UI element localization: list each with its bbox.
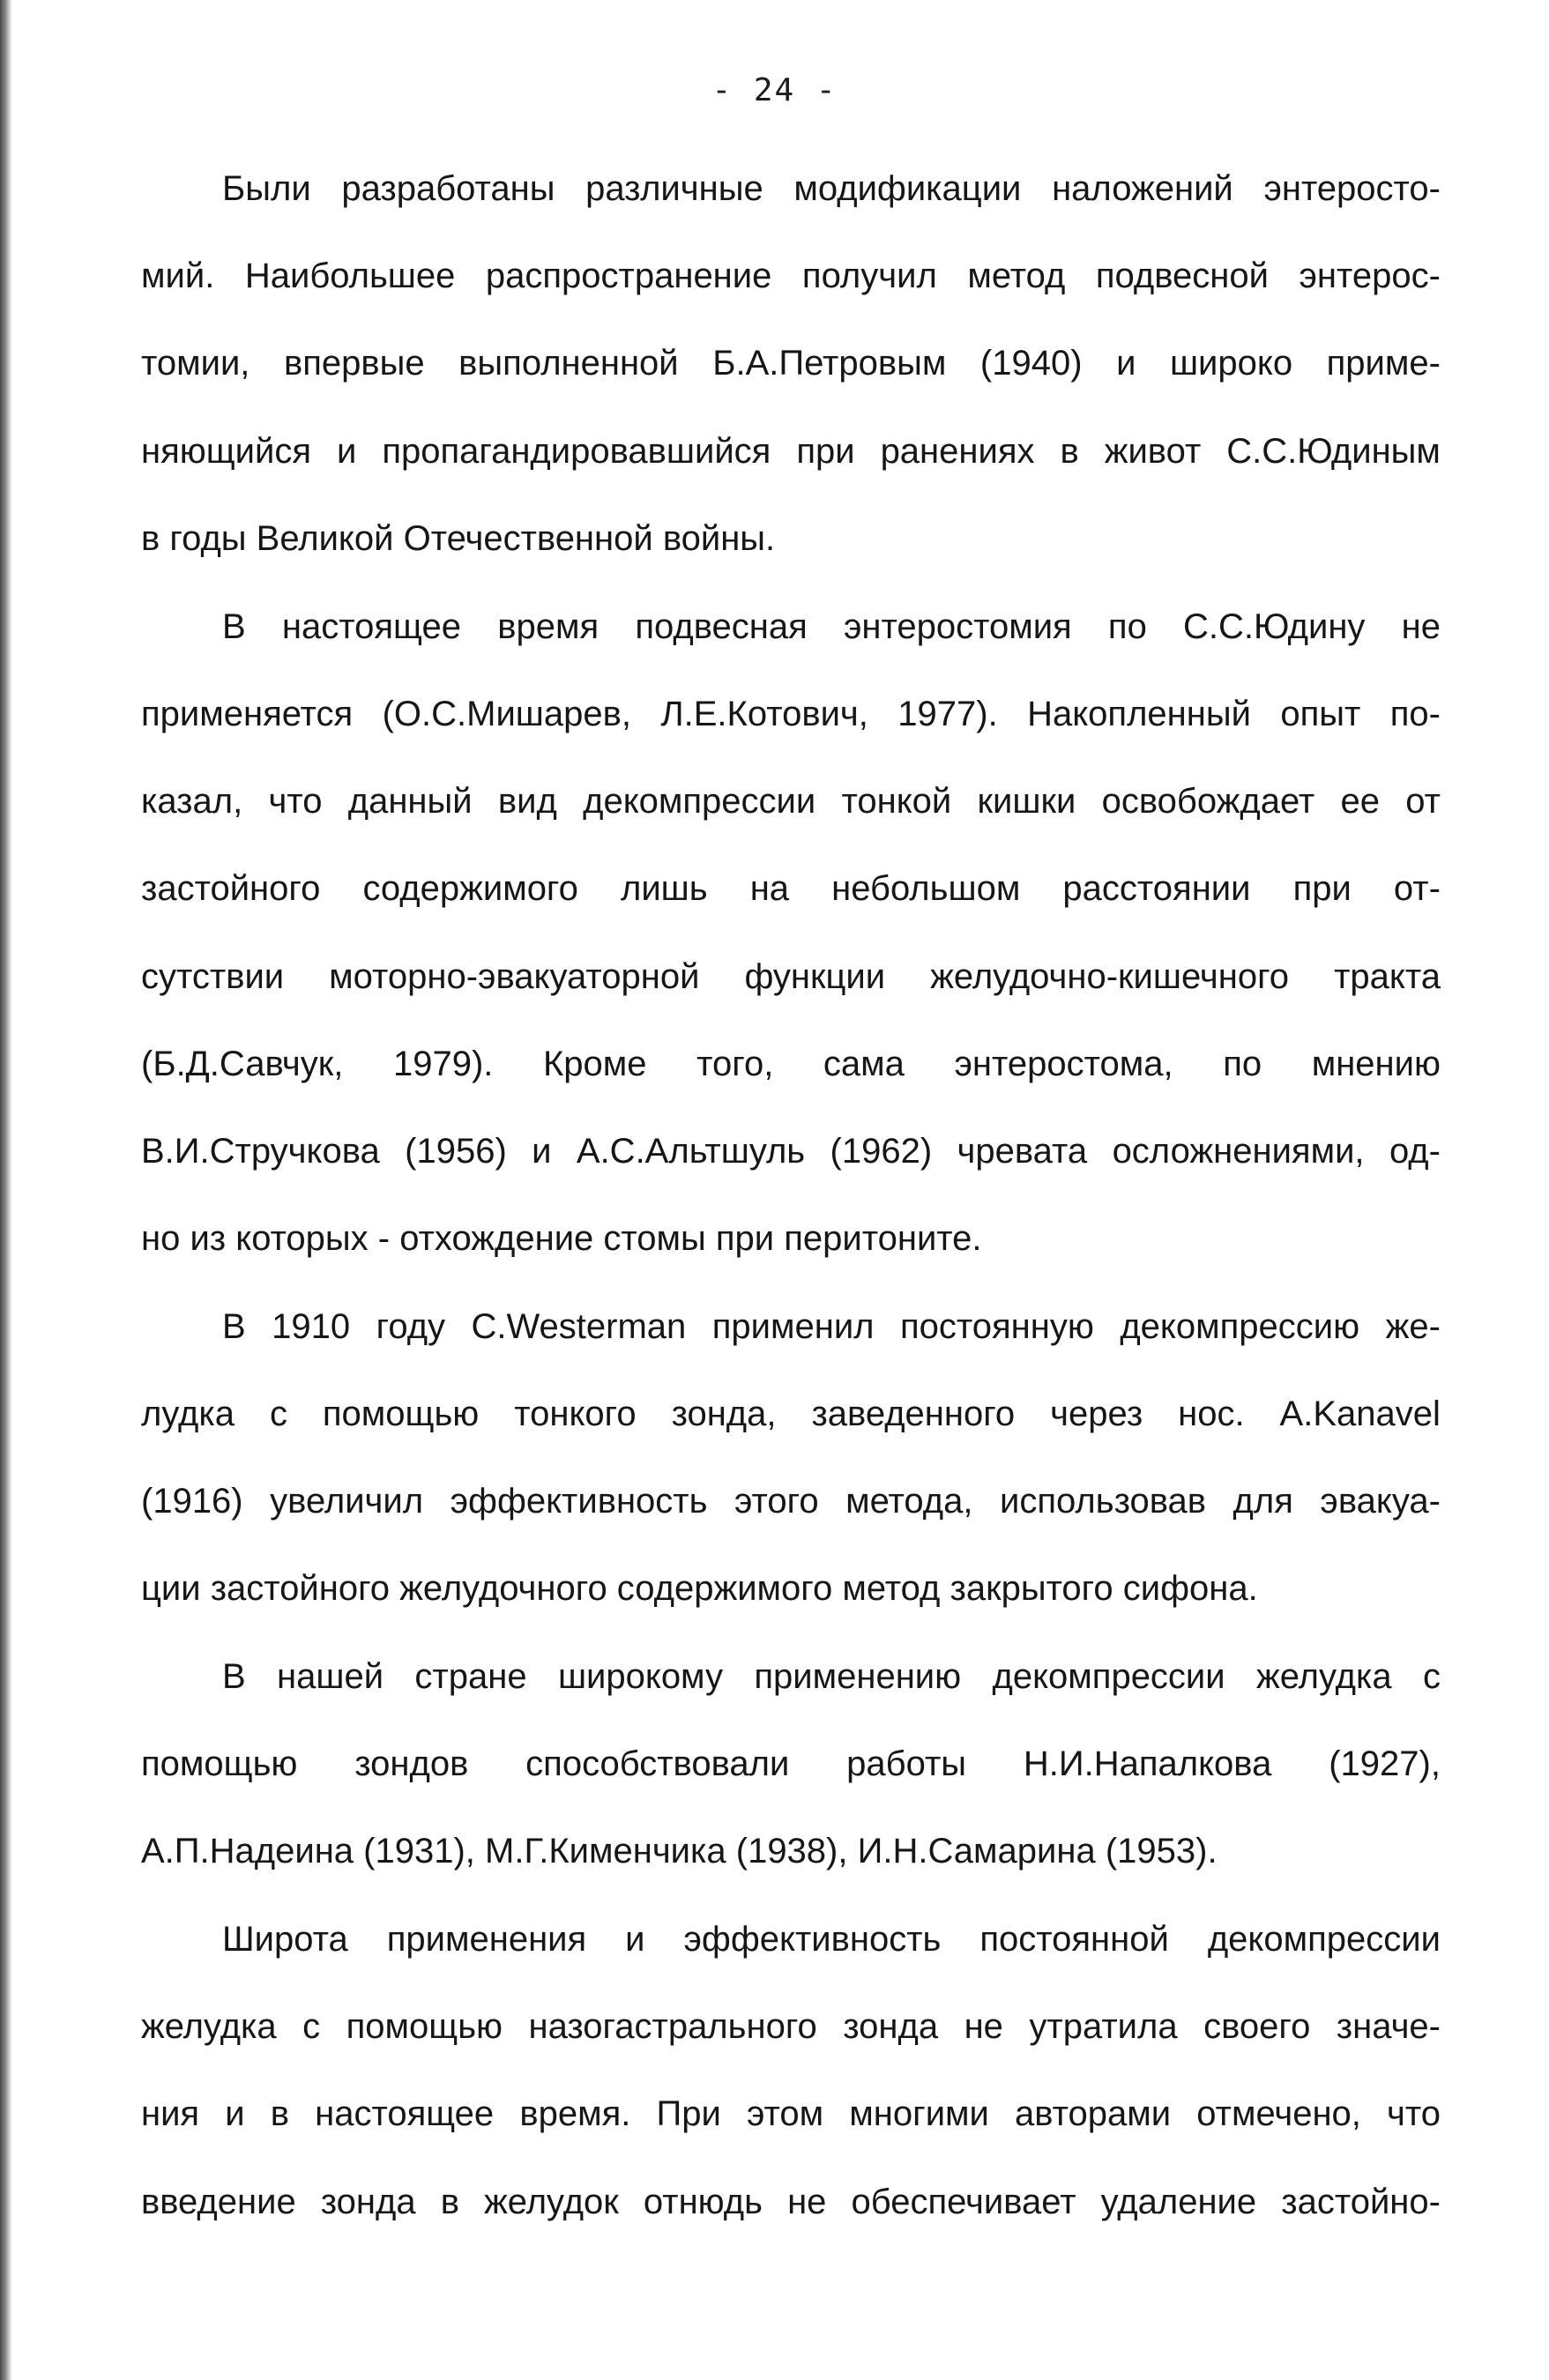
word: обеспечивает [851,2183,1076,2221]
word: Б.А.Петровым [712,344,947,383]
word: живот [1104,432,1202,471]
word: впервые [283,344,425,383]
word: настоящее [281,607,461,646]
word: метод [967,257,1066,295]
word: сама [823,1045,905,1083]
word: своего [1203,2007,1311,2046]
word: и [225,2094,245,2133]
text-line [222,602,1441,651]
word: (1962) [830,1132,933,1171]
text-line [222,1915,1441,1964]
text-line [141,2177,1441,2227]
word: од- [1389,1132,1441,1171]
text-line [141,2002,1441,2051]
word: способствовали [525,1744,790,1783]
word: увеличил [270,1482,424,1521]
word: по [1223,1045,1262,1083]
word: настоящее [315,2094,495,2133]
word: по [1107,607,1147,646]
word: А.С.Альтшуль [576,1132,806,1171]
word: применяется [141,695,354,733]
word: декомпрессию [1120,1307,1360,1346]
word: для [1232,1482,1293,1521]
word: введение [141,2183,296,2221]
word: мий. [141,257,215,295]
word: ее [1340,782,1380,821]
word: назогастрального [528,2007,817,2046]
word: лишь [620,869,708,908]
word: содержимого [362,869,578,908]
word: утратила [1029,2007,1178,2046]
text-line [222,1302,1441,1351]
word: заведенного [811,1395,1016,1433]
word: с [1423,1657,1441,1696]
word: помощью [141,1744,298,1783]
word: (1916) [141,1482,243,1521]
word: (1927), [1329,1744,1441,1783]
word: эффективность [683,1920,942,1959]
word: не [964,2007,1003,2046]
word: Н.И.Напалкова [1023,1744,1272,1783]
word: энтеростомия [843,607,1072,646]
word: кишки [977,782,1076,821]
word: 1979). [392,1045,494,1083]
word: стране [414,1657,527,1696]
word: не [787,2183,827,2221]
word: значе- [1336,2007,1441,2046]
text-line [141,1389,1441,1439]
text-line [141,689,1441,739]
word: широкому [557,1657,724,1696]
text-line [141,2089,1441,2138]
word: 1910 [272,1307,351,1346]
word: энтерос- [1299,257,1441,295]
word: и [337,432,357,471]
word: Широта [222,1920,348,1959]
word: зонда [843,2007,939,2046]
word: (О.С.Мишарев, [382,695,631,733]
word: в [440,2183,459,2221]
word: эффективность [450,1482,708,1521]
word: того, [696,1045,774,1083]
text-line [141,251,1441,301]
word: отмечено, [1196,2094,1361,2133]
word: С.С.Юдиным [1226,432,1441,471]
word: подвесная [635,607,808,646]
word: зонда [320,2183,416,2221]
word: время. [519,2094,631,2133]
word: приме- [1326,344,1441,383]
word: многими [849,2094,989,2133]
text-line [141,1476,1441,1526]
text-line [141,864,1441,913]
word: (1956) [405,1132,507,1171]
word: декомпрессии [1207,1920,1441,1959]
word: выполненной [458,344,679,383]
word: чревата [957,1132,1088,1171]
word: в [270,2094,289,2133]
word: застойного [141,869,321,908]
text-line [141,427,1441,476]
word: C.Westerman [471,1307,687,1346]
text-line [141,777,1441,826]
word: отнюдь [643,2183,763,2221]
text-line: в годы Великой Отечественной войны. [141,519,776,558]
word: мнению [1311,1045,1441,1083]
word: не [1401,607,1441,646]
word: Накопленный [1027,695,1251,733]
word: помощью [322,1395,480,1433]
word: широко [1169,344,1293,383]
word: от [1405,782,1441,821]
text-line [141,1127,1441,1176]
text-line: но из которых - отхождение стомы при перитоните. [141,1219,982,1258]
word: этом [746,2094,824,2133]
word: ранениях [880,432,1035,471]
word: расстоянии [1062,869,1251,908]
word: с [302,2007,321,2046]
word: няющийся [141,432,312,471]
word: лудка [141,1395,235,1433]
word: Кроме [542,1045,647,1083]
word: вид [497,782,557,821]
scan-binding-edge [0,0,12,2380]
word: (1940) [979,344,1083,383]
text-line [222,164,1441,213]
word: В [222,1307,246,1346]
word: желудка [1255,1657,1392,1696]
word: различные [585,169,763,208]
word: При [656,2094,721,2133]
word: тонкого [514,1395,637,1433]
word: же- [1385,1307,1441,1346]
word: зонда, [671,1395,777,1433]
word: через [1050,1395,1143,1433]
word: декомпрессии [992,1657,1225,1696]
word: пропагандировавшийся [382,432,771,471]
word: эвакуа- [1320,1482,1441,1521]
word: энтеросто- [1263,169,1441,208]
word: и [532,1132,552,1171]
word: этого [734,1482,819,1521]
word: от- [1393,869,1441,908]
text-line [141,952,1441,1001]
text-line [141,338,1441,388]
word: (Б.Д.Савчук, [141,1045,344,1083]
word: что [1387,2094,1441,2133]
text-line: А.П.Надеина (1931), М.Г.Кименчика (1938), И.Н.Самарина (1953). [141,1832,1218,1871]
word: время [497,607,599,646]
word: разработаны [341,169,555,208]
word: году [376,1307,446,1346]
word: желудка [141,2007,277,2046]
word: 1977). [897,695,998,733]
text-line: ции застойного желудочного содержимого метод закрытого сифона. [141,1569,1258,1608]
word: помощью [346,2007,503,2046]
word: томии, [141,344,250,383]
word: Были [222,169,311,208]
word: авторами [1015,2094,1172,2133]
word: наложений [1052,169,1233,208]
word: нос. [1178,1395,1245,1433]
word: желудочно-кишечного [930,957,1290,996]
word: опыт [1280,695,1361,733]
word: желудок [484,2183,619,2221]
word: использовав [1000,1482,1207,1521]
word: на [749,869,790,908]
word: В [222,607,246,646]
word: тонкой [841,782,952,821]
word: постоянной [979,1920,1169,1959]
word: при [1292,869,1352,908]
text-line [141,1739,1441,1789]
word: применения [386,1920,587,1959]
word: В.И.Стручкова [141,1132,380,1171]
word: освобождает [1101,782,1315,821]
word: модификации [793,169,1022,208]
word: нашей [277,1657,384,1696]
word: применению [754,1657,962,1696]
word: удаление [1100,2183,1257,2221]
word: Л.Е.Котович, [660,695,868,733]
text-line [222,1652,1441,1701]
word: A.Kanavel [1279,1395,1441,1433]
word: В [222,1657,246,1696]
page-number: - 24 - [711,72,838,108]
word: метода, [845,1482,973,1521]
word: ния [141,2094,200,2133]
word: Наибольшее [244,257,456,295]
word: сутствии [141,957,285,996]
word: работы [846,1744,967,1783]
word: распространение [485,257,772,295]
word: по- [1389,695,1441,733]
word: с [269,1395,287,1433]
word: небольшом [831,869,1021,908]
word: подвесной [1095,257,1269,295]
word: функции [744,957,886,996]
text-line [141,1039,1441,1089]
word: в [1060,432,1079,471]
word: данный [347,782,473,821]
word: энтеростома, [954,1045,1173,1083]
word: постоянную [900,1307,1094,1346]
word: зондов [354,1744,469,1783]
word: при [796,432,855,471]
word: казал, [141,782,243,821]
word: получил [801,257,937,295]
word: декомпрессии [583,782,816,821]
word: и [625,1920,645,1959]
word: застойно- [1281,2183,1441,2221]
word: тракта [1334,957,1441,996]
word: применил [711,1307,875,1346]
word: С.С.Юдину [1183,607,1366,646]
word: что [268,782,323,821]
word: моторно-эвакуаторной [329,957,700,996]
word: и [1116,344,1136,383]
word: осложнениями, [1112,1132,1365,1171]
